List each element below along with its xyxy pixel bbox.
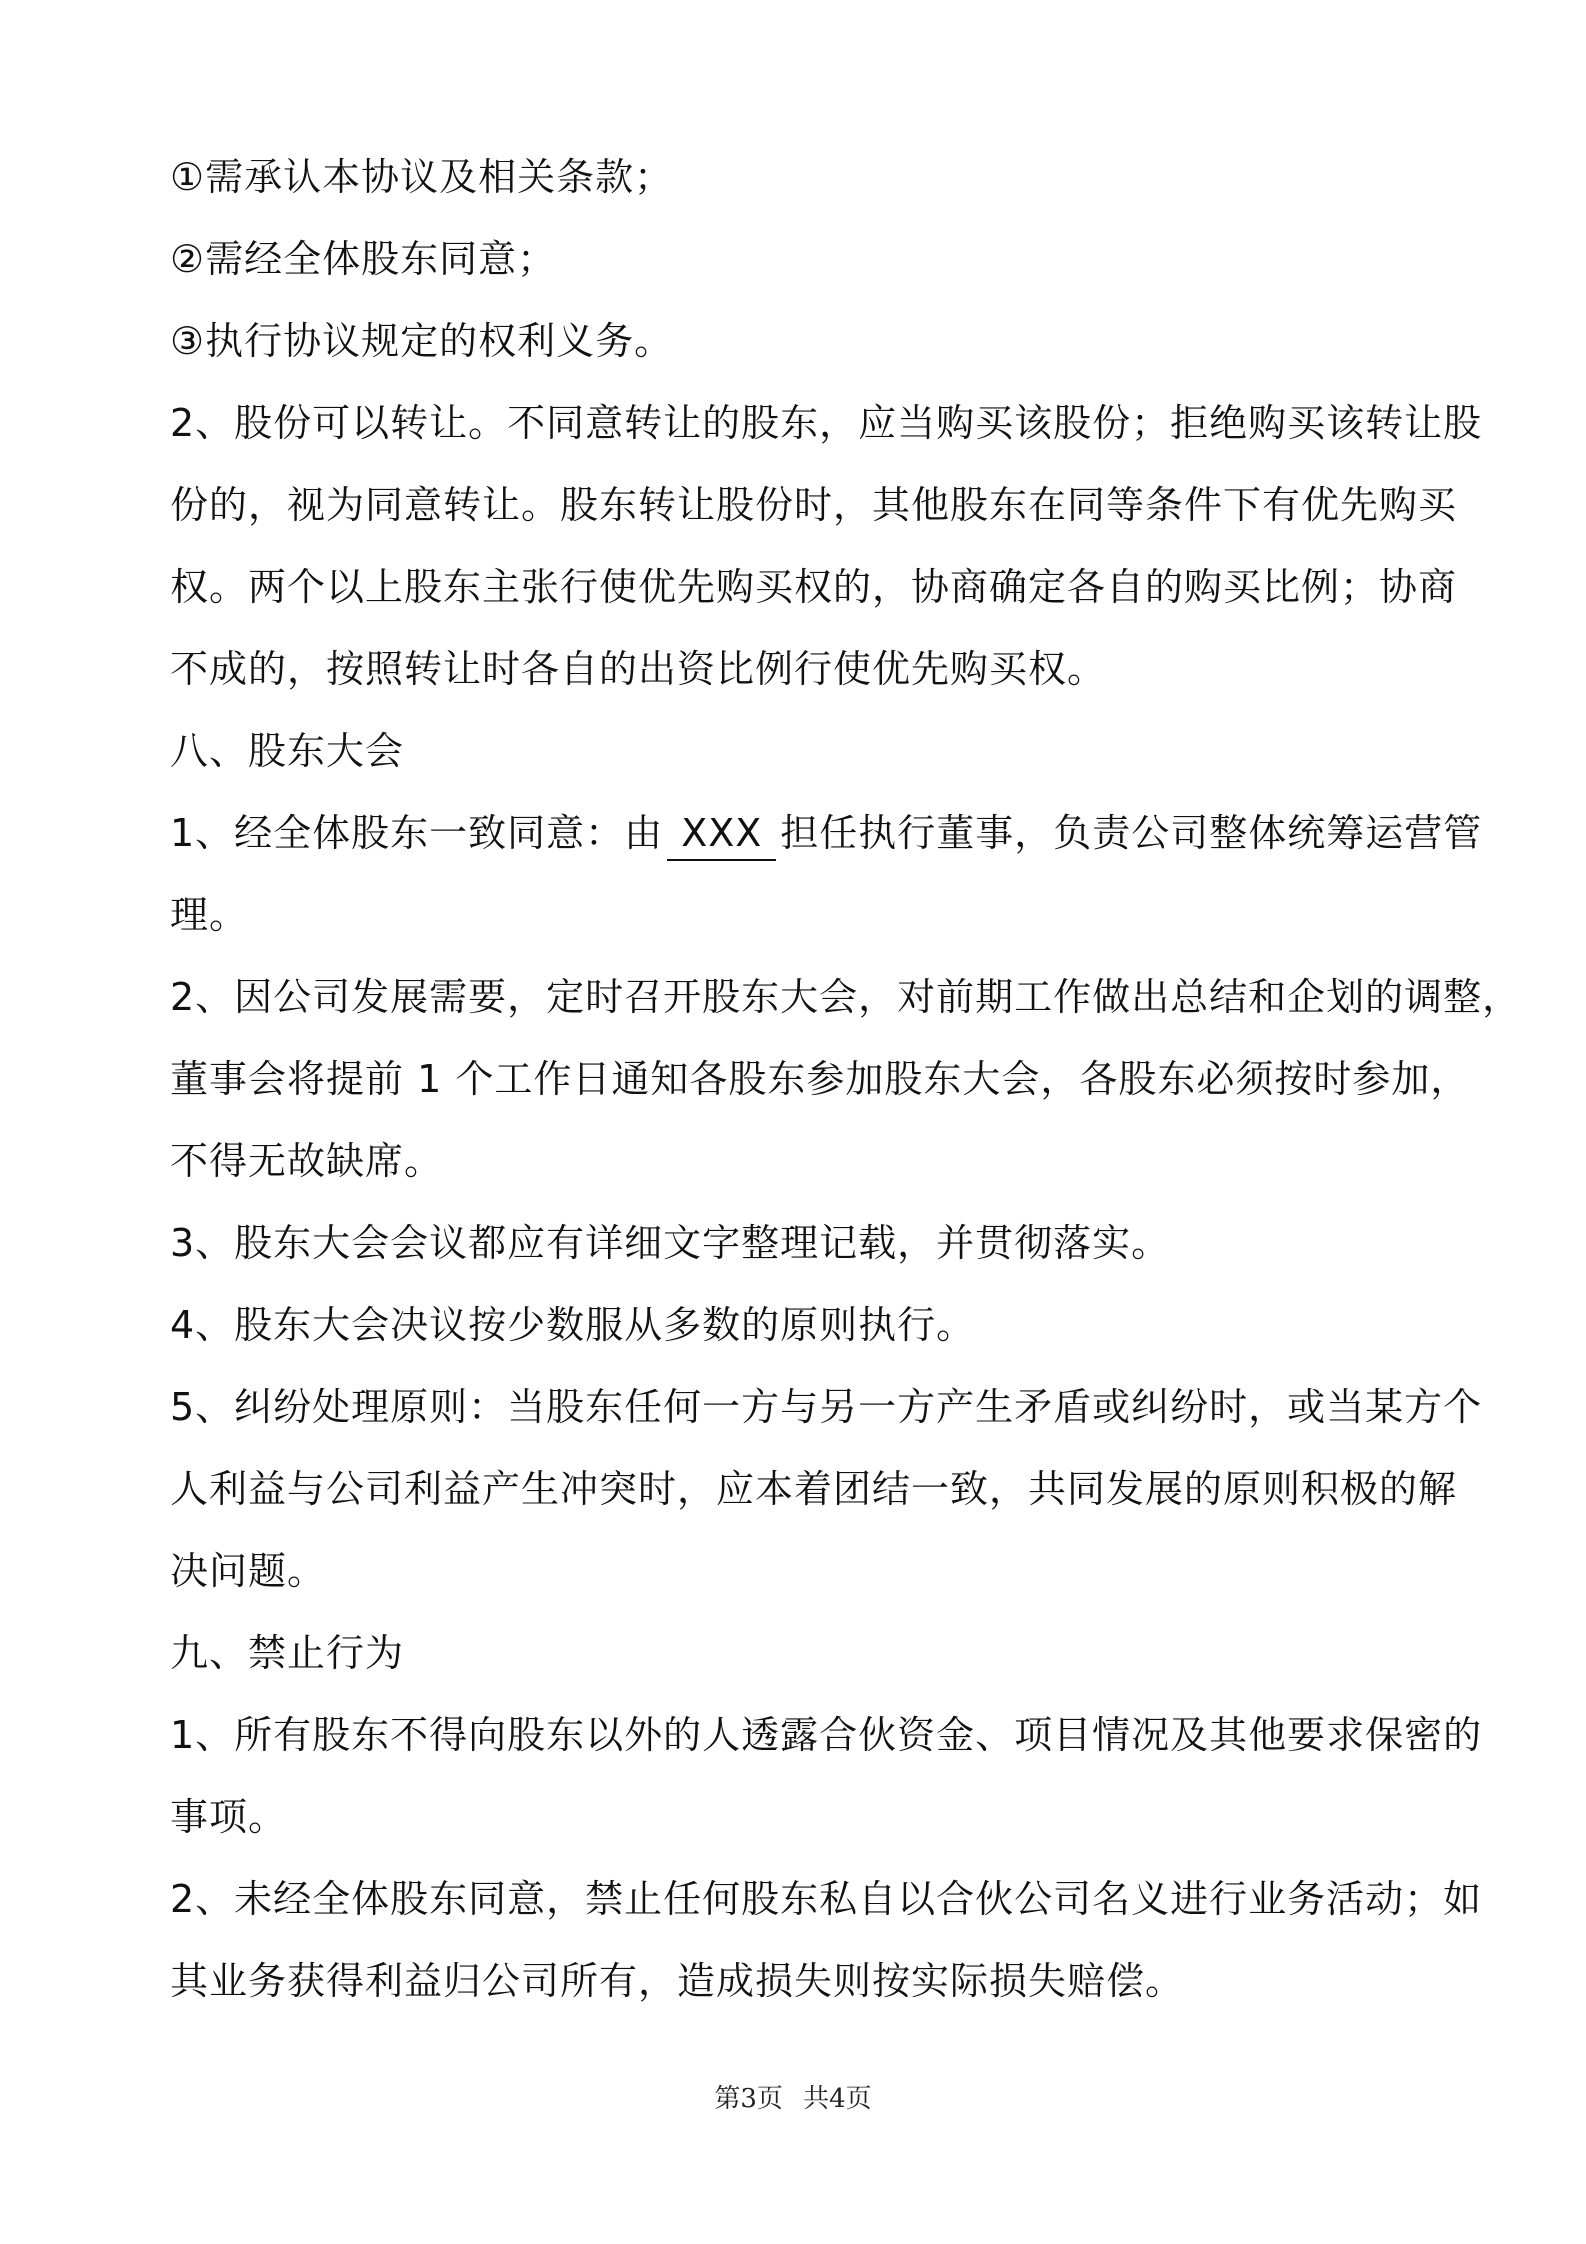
text-line-13: 不得无故缺席。 <box>170 1139 444 1183</box>
text-line-17: 人利益与公司利益产生冲突时，应本着团结一致，共同发展的原则积极的解 <box>170 1467 1458 1511</box>
text-line-11: 2、因公司发展需要，定时召开股东大会，对前期工作做出总结和企划的调整， <box>170 975 1522 1019</box>
section-heading-19: 九、禁止行为 <box>170 1631 405 1675</box>
text-line-10: 理。 <box>170 893 249 937</box>
text-line-1: ①需承认本协议及相关条款； <box>170 155 674 199</box>
text-line-6: 权。两个以上股东主张行使优先购买权的，协商确定各自的购买比例；协商 <box>170 565 1458 609</box>
text-line-16: 5、纠纷处理原则：当股东任何一方与另一方产生矛盾或纠纷时，或当某方个 <box>170 1385 1483 1429</box>
text-line-4: 2、股份可以转让。不同意转让的股东，应当购买该股份；拒绝购买该转让股 <box>170 401 1483 445</box>
text-line-3: ③执行协议规定的权利义务。 <box>170 319 674 363</box>
text-line-21: 事项。 <box>170 1795 288 1839</box>
text-line-9-after: 担任执行董事，负责公司整体统筹运营管 <box>780 811 1483 855</box>
text-line-18: 决问题。 <box>170 1549 327 1593</box>
text-line-7: 不成的，按照转让时各自的出资比例行使优先购买权。 <box>170 647 1107 691</box>
page-total: 共4页 <box>803 2084 872 2114</box>
text-line-14: 3、股东大会会议都应有详细文字整理记载，并贯彻落实。 <box>170 1221 1171 1265</box>
page-footer <box>0 2078 1586 2115</box>
text-line-2: ②需经全体股东同意； <box>170 237 557 281</box>
text-line-9-before: 1、经全体股东一致同意：由 <box>170 811 664 855</box>
text-line-15: 4、股东大会决议按少数服从多数的原则执行。 <box>170 1303 976 1347</box>
text-line-23: 其业务获得利益归公司所有，造成损失则按实际损失赔偿。 <box>170 1959 1185 2003</box>
text-line-9 <box>170 808 1483 858</box>
text-line-22: 2、未经全体股东同意，禁止任何股东私自以合伙公司名义进行业务活动；如 <box>170 1877 1483 1921</box>
page-number: 第3页 <box>714 2084 783 2114</box>
text-line-20: 1、所有股东不得向股东以外的人透露合伙资金、项目情况及其他要求保密的 <box>170 1713 1483 1757</box>
section-heading-8: 八、股东大会 <box>170 729 405 773</box>
text-line-12: 董事会将提前 1 个工作日通知各股东参加股东大会，各股东必须按时参加， <box>170 1057 1470 1101</box>
fill-in-blank: XXX <box>667 813 776 861</box>
text-line-5: 份的，视为同意转让。股东转让股份时，其他股东在同等条件下有优先购买 <box>170 483 1458 527</box>
